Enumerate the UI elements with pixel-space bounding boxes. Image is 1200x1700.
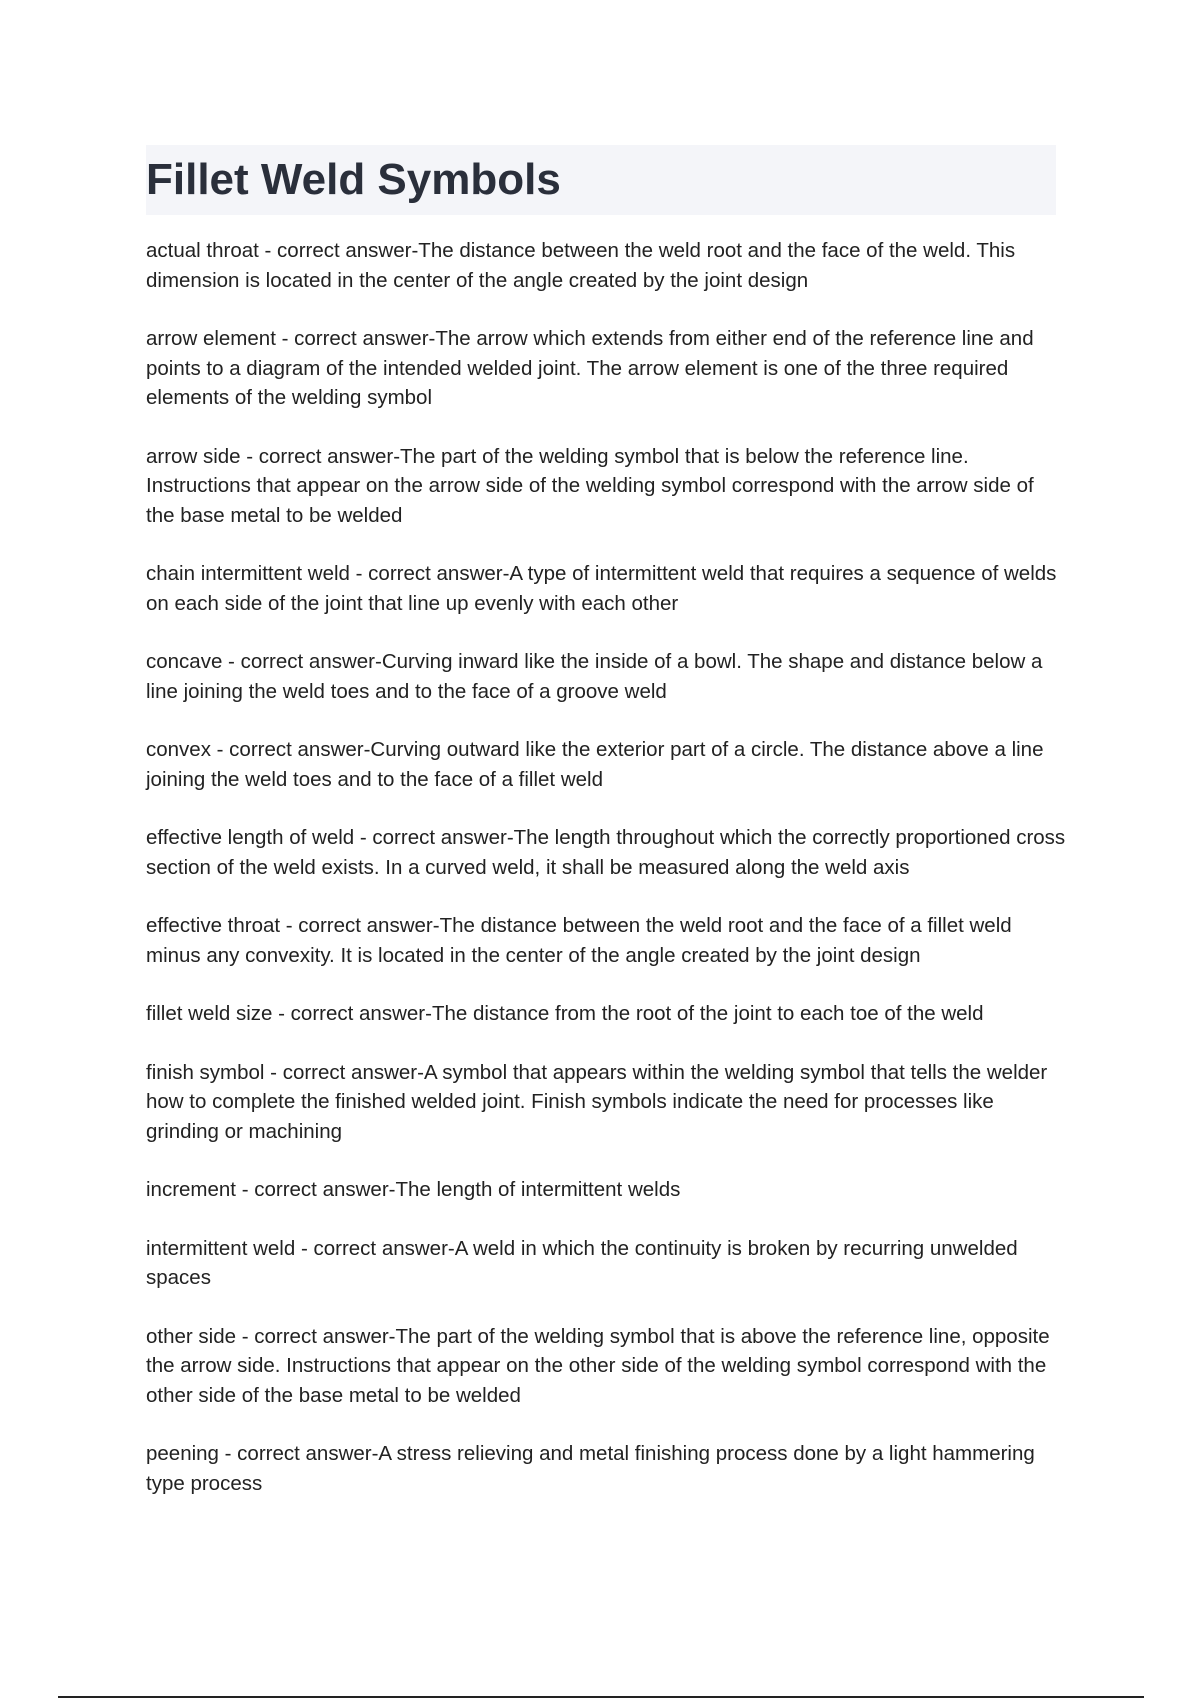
glossary-entry: effective throat - correct answer-The distance between the weld root and the face of a fillet weld minus any convexity. It is located in the center of the angle created by the joint design	[146, 914, 1012, 967]
glossary-entry: arrow side - correct answer-The part of the welding symbol that is below the reference line. Instructions that appear on the arrow side of the welding symbol correspond with the arrow side of the base metal to be welded	[146, 444, 1034, 527]
glossary-entry: increment - correct answer-The length of intermittent welds	[146, 1178, 681, 1201]
glossary-entry: chain intermittent weld - correct answer-A type of intermittent weld that requires a sequence of welds on each side of the joint that line up evenly with each other	[146, 562, 1057, 615]
glossary-entry: actual throat - correct answer-The distance between the weld root and the face of the weld. This dimension is located in the center of the angle created by the joint design	[146, 239, 1016, 292]
glossary-entry: effective length of weld - correct answer-The length throughout which the correctly proportioned cross section of the weld exists. In a curved weld, it shall be measured along the weld axis	[146, 826, 1066, 879]
glossary-entry: fillet weld size - correct answer-The distance from the root of the joint to each toe of the weld	[146, 1002, 984, 1025]
page-title: Fillet Weld Symbols	[146, 155, 561, 204]
glossary-list	[146, 236, 1066, 1527]
glossary-entry: concave - correct answer-Curving inward like the inside of a bowl. The shape and distance below a line joining the weld toes and to the face of a groove weld	[146, 650, 1043, 703]
glossary-entry: intermittent weld - correct answer-A weld in which the continuity is broken by recurring unwelded spaces	[146, 1236, 1018, 1289]
glossary-entry: convex - correct answer-Curving outward like the exterior part of a circle. The distance above a line joining the weld toes and to the face of a fillet weld	[146, 738, 1044, 791]
glossary-entry: other side - correct answer-The part of the welding symbol that is above the reference line, opposite the arrow side. Instructions that appear on the other side of the welding symbol correspond with the other side of the base metal to be welded	[146, 1324, 1050, 1407]
glossary-entry: arrow element - correct answer-The arrow which extends from either end of the reference line and points to a diagram of the intended welded joint. The arrow element is one of the three required elements of the welding symbol	[146, 327, 1034, 409]
glossary-entry: finish symbol - correct answer-A symbol that appears within the welding symbol that tells the welder how to complete the finished welded joint. Finish symbols indicate the need for processes like grinding or machining	[146, 1060, 1048, 1143]
title-band	[146, 145, 1056, 215]
glossary-entry: peening - correct answer-A stress relieving and metal finishing process done by a light hammering type process	[146, 1442, 1035, 1495]
footer-divider	[58, 1696, 1144, 1698]
